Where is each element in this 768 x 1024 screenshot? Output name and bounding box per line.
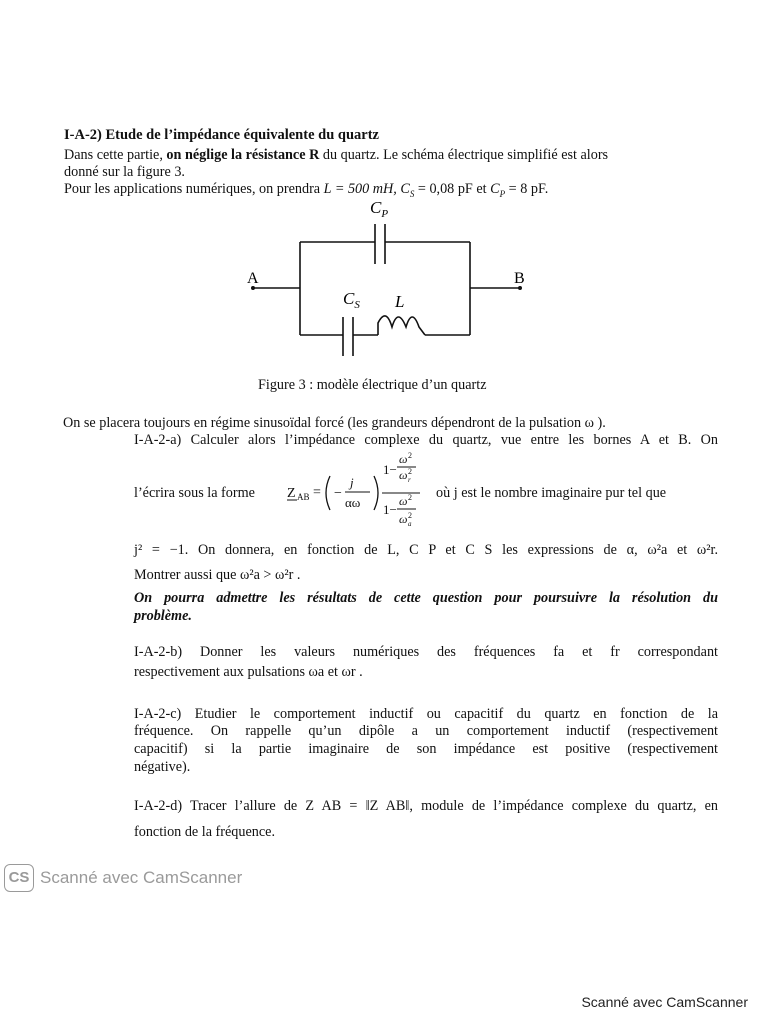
question-a-line-3: j² = −1. On donnera, en fonction de L, C P et C S les expressions de α, ω²a et ω²r. <box>134 542 718 558</box>
question-c-line-1: I-A-2-c) Etudier le comportement inductif ou capacitif du quartz en fonction de la <box>134 706 718 722</box>
section-title: I-A-2) Etude de l’impédance équivalente du quartz <box>64 127 379 143</box>
svg-text:−: − <box>334 486 342 501</box>
question-c-line-3: capacitif) si la partie imaginaire de son impédance est positive (respectivement <box>134 741 718 757</box>
question-d-line-1: I-A-2-d) Tracer l’allure de Z AB = ‖Z AB‖, module de l’impédance complexe du quartz, en <box>134 798 718 814</box>
camscanner-watermark <box>4 864 242 892</box>
question-a-italic-1: On pourra admettre les résultats de cette question pour poursuivre la résolution du <box>134 590 718 606</box>
question-d-line-2: fonction de la fréquence. <box>134 824 276 840</box>
svg-text:2: 2 <box>408 467 412 476</box>
camscanner-watermark-text: Scanné avec CamScanner <box>40 868 243 887</box>
intro-line-1: Dans cette partie, on néglige la résistance R du quartz. Le schéma électrique simplifié est alors <box>64 147 609 163</box>
label-cp: $C_P$ <box>370 198 389 220</box>
numeric-values-line: Pour les applications numériques, on prendra L = 500 mH, $C_S = 0,08$ pF et $C_P = 8$ pF. <box>64 181 549 199</box>
svg-text:αω: αω <box>345 495 361 510</box>
svg-text:ω: ω <box>399 512 408 526</box>
terminal-a-label: A <box>247 270 259 287</box>
label-l: L <box>395 292 405 311</box>
question-a-line-4: Montrer aussi que ω²a > ω²r . <box>134 567 301 583</box>
svg-text:2: 2 <box>408 493 412 502</box>
svg-text:AB: AB <box>297 492 310 502</box>
svg-text:1−: 1− <box>383 502 397 517</box>
footer-scanned-label: Scanné avec CamScanner <box>581 994 748 1010</box>
figure-caption: Figure 3 : modèle électrique d’un quartz <box>258 377 487 393</box>
question-a-line-1: I-A-2-a) Calculer alors l’impédance complexe du quartz, vue entre les bornes A et B. On <box>134 432 718 448</box>
svg-text:ω: ω <box>399 452 408 466</box>
svg-text:Z: Z <box>287 486 296 501</box>
intro-line-2: donné sur la figure 3. <box>64 164 185 180</box>
svg-text:2: 2 <box>408 451 412 460</box>
camscanner-logo-icon: CS <box>4 864 34 892</box>
svg-text:ω: ω <box>399 468 408 482</box>
formula-trail-text: où j est le nombre imaginaire pur tel que <box>436 485 667 501</box>
quartz-circuit-diagram <box>240 193 540 365</box>
impedance-formula <box>282 450 442 540</box>
formula-lead-text: l’écrira sous la forme <box>134 485 255 501</box>
impedance-formula-line <box>134 450 724 540</box>
question-c-line-2: fréquence. On rappelle qu’un dipôle a un comportement inductif (respectivement <box>134 723 718 739</box>
svg-text:a: a <box>408 520 412 528</box>
question-b-line-2: respectivement aux pulsations ωa et ωr . <box>134 664 363 680</box>
question-b-line-1: I-A-2-b) Donner les valeurs numériques des fréquences fa et fr correspondant <box>134 644 718 660</box>
inductor-coil <box>378 316 425 335</box>
svg-text:1−: 1− <box>383 462 397 477</box>
question-a-italic-2: problème. <box>134 608 192 624</box>
svg-text:ω: ω <box>399 494 408 508</box>
question-c-line-4: négative). <box>134 759 191 775</box>
regime-sentence: On se placera toujours en régime sinusoïdal forcé (les grandeurs dépendront de la pulsation ω ). <box>63 415 606 431</box>
terminal-b-label: B <box>514 270 525 287</box>
svg-text:r: r <box>408 476 411 484</box>
svg-text:j: j <box>350 475 354 490</box>
svg-text:=: = <box>313 485 321 500</box>
svg-text:2: 2 <box>408 511 412 520</box>
label-cs: $C_S$ <box>343 289 360 311</box>
